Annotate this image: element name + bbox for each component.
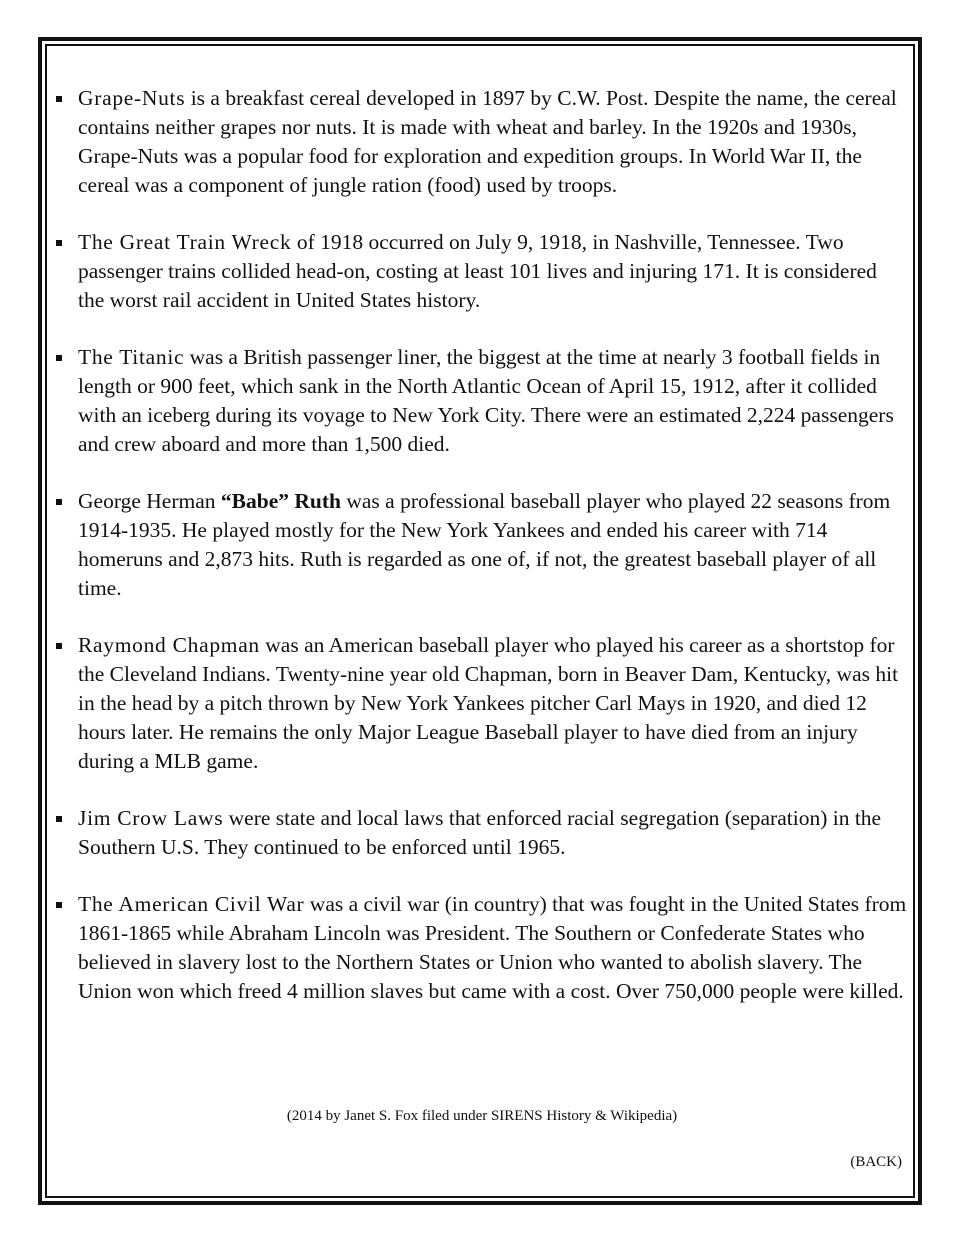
fact-raymond-chapman — [56, 631, 908, 776]
bullet-icon — [56, 816, 62, 822]
fact-text: is a breakfast cereal developed in 1897 by C.W. Post. Despite the name, the cereal contains neither grapes nor nuts. It is made with wheat and barley. In the 1920s and 1930s, Grape-Nuts was a popular food for exploration and expedition groups. In World War II, the cereal was a component of jungle ration (food) used by troops. — [78, 86, 897, 197]
fact-text: were state and local laws that enforced racial segregation (separation) in the Southern U.S. They continued to be enforced until 1965. — [78, 806, 882, 859]
fact-text: of 1918 occurred on July 9, 1918, in Nashville, Tennessee. Two passenger trains collided head-on, costing at least 101 lives and injuring 171. It is considered the worst rail accident in United States history. — [78, 230, 877, 312]
fact-american-civil-war — [56, 890, 908, 1006]
fact-bold-name: “Babe” Ruth — [220, 489, 341, 513]
bullet-icon — [56, 240, 62, 246]
bullet-icon — [56, 643, 62, 649]
fact-list — [56, 84, 908, 1034]
bullet-icon — [56, 499, 62, 505]
fact-text: was a professional baseball player who played 22 seasons from 1914-1935. He played mostly for the New York Yankees and ended his career with 714 homeruns and 2,873 hits. Ruth is regarded as one of, if not, the greatest baseball player of all time. — [78, 489, 891, 600]
fact-lead: Jim Crow Laws — [78, 806, 224, 830]
source-citation: (2014 by Janet S. Fox filed under SIRENS History & Wikipedia) — [286, 1108, 678, 1124]
fact-lead: The Great Train Wreck — [78, 230, 292, 254]
fact-text: was a civil war (in country) that was fought in the United States from 1861-1865 while Abraham Lincoln was President. The Southern or Confederate States who believed in slavery lost to the Northern States or Union who wanted to abolish slavery. The Union won which freed 4 million slaves but came with a cost. Over 750,000 people were killed. — [78, 892, 907, 1003]
fact-lead: The Titanic — [78, 345, 185, 369]
fact-lead: Grape-Nuts — [78, 86, 186, 110]
fact-babe-ruth — [56, 487, 908, 603]
fact-prefix: George Herman — [78, 489, 221, 513]
back-link[interactable]: (BACK) — [850, 1154, 902, 1170]
fact-grape-nuts — [56, 84, 908, 200]
bullet-icon — [56, 96, 62, 102]
fact-titanic — [56, 343, 908, 459]
bullet-icon — [56, 902, 62, 908]
fact-jim-crow-laws — [56, 804, 908, 862]
fact-text: was a British passenger liner, the biggest at the time at nearly 3 football fields in length or 900 feet, which sank in the North Atlantic Ocean of April 15, 1912, after it collided with an iceberg during its voyage to New York City. There were an estimated 2,224 passengers and crew aboard and more than 1,500 died. — [78, 345, 894, 456]
fact-great-train-wreck — [56, 228, 908, 315]
bullet-icon — [56, 355, 62, 361]
fact-text: was an American baseball player who played his career as a shortstop for the Cleveland Indians. Twenty-nine year old Chapman, born in Beaver Dam, Kentucky, was hit in the head by a pitch thrown by New York Yankees pitcher Carl Mays in 1920, and died 12 hours later. He remains the only Major League Baseball player to have died from an injury during a MLB game. — [78, 633, 899, 773]
fact-lead: The American Civil War — [78, 892, 305, 916]
fact-lead: Raymond Chapman — [78, 633, 260, 657]
